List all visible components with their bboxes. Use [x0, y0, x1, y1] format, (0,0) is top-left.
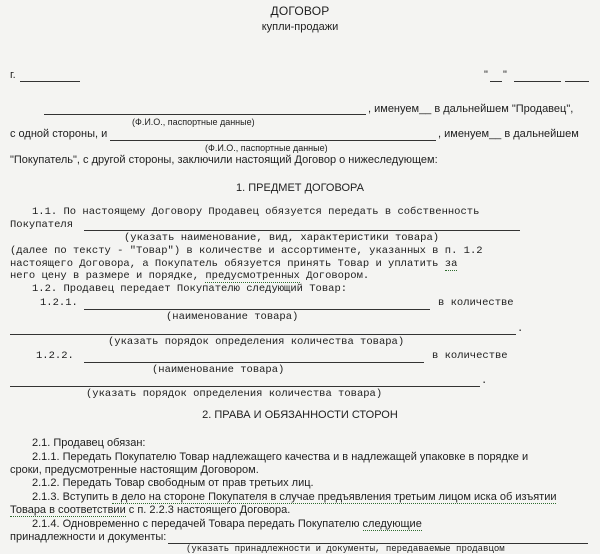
date-day-blank — [490, 81, 502, 82]
item2-period: . — [481, 375, 488, 387]
item1-period: . — [517, 323, 524, 335]
clause-2-1-4-a: 2.1.4. Одновременно с передачей Товара передать Покупателю следующие — [32, 518, 422, 530]
clause-1-2-2-label: 1.2.2. — [36, 350, 74, 362]
seller-intro-text: , именуем__ в дальнейшем "Продавец", — [368, 103, 574, 115]
item1-name-blank — [84, 309, 430, 310]
item1-qty-caption: (указать порядок определения количества товара) — [108, 336, 405, 348]
item1-name-caption: (наименование товара) — [166, 311, 299, 323]
buyer-line-suffix: , именуем__ в дальнейшем — [438, 128, 579, 140]
clause-1-1-line-a: 1.1. По настоящему Договору Продавец обязуется передать в собственность — [32, 206, 480, 218]
buyer-line-prefix: с одной стороны, и — [10, 128, 108, 140]
clause-1-2-1-label: 1.2.1. — [40, 297, 78, 309]
item2-name-caption: (наименование товара) — [152, 364, 285, 376]
underlined-sleduyushchie: следующие — [362, 518, 422, 530]
clause-2-1-2: 2.1.2. Передать Товар свободным от прав третьих лиц. — [32, 477, 314, 489]
item2-qty-label: в количестве — [432, 350, 508, 362]
section1-heading: 1. ПРЕДМЕТ ДОГОВОРА — [236, 182, 364, 194]
item1-qty-blank — [10, 334, 516, 335]
underlined-tovara: Товара в соответствии — [10, 504, 126, 516]
seller-name-blank — [44, 114, 366, 115]
city-prefix: г. — [10, 69, 16, 81]
clause-2-1-3-b: Товара в соответствии с п. 2.2.3 настоящего Договора. — [10, 504, 291, 516]
item2-name-blank — [84, 362, 424, 363]
underlined-2-1-3: в дело на стороне Покупателя в случае предъявления третьим лицом иска об изъятии — [112, 491, 557, 503]
date-month-blank — [514, 81, 561, 82]
clause-2-1-1-a: 2.1.1. Передать Покупателю Товар надлежащего качества и в надлежащей упаковке в порядке и — [32, 451, 529, 463]
document-title: ДОГОВОР — [270, 4, 330, 18]
clause-1-1-line-d: настоящего Договора, а Покупатель обязуется принять Товар и уплатить за — [10, 258, 458, 270]
date-quote-close: " — [503, 69, 507, 81]
buyer-name-blank — [110, 140, 436, 141]
clause-1-1-line-c: (далее по тексту - "Товар") в количестве и ассортименте, указанных в п. 1.2 — [10, 245, 483, 257]
item1-qty-label: в количестве — [438, 297, 514, 309]
clause-1-1-line-b: Покупателя — [10, 219, 74, 231]
underlined-za: за — [444, 258, 458, 270]
seller-fio-caption: (Ф.И.О., паспортные данные) — [132, 117, 255, 127]
item2-qty-blank — [10, 386, 480, 387]
clause-2-1: 2.1. Продавец обязан: — [32, 437, 146, 449]
clause-2-1-4-b: принадлежности и документы: — [10, 531, 167, 543]
city-blank — [20, 81, 80, 82]
underlined-predusmotrennyh: предусмотренных — [205, 270, 300, 282]
document-subtitle: купли-продажи — [261, 21, 339, 33]
buyer-designation-line: "Покупатель", с другой стороны, заключили настоящий Договор о нижеследующем: — [10, 154, 438, 166]
item2-qty-caption: (указать порядок определения количества товара) — [86, 388, 383, 400]
goods-description-caption: (указать наименование, вид, характеристики товара) — [124, 232, 440, 244]
accessories-caption: (указать принадлежности и документы, передаваемые продавцом — [186, 544, 505, 554]
date-quote-open: " — [484, 69, 488, 81]
goods-description-blank — [84, 230, 520, 231]
clause-2-1-1-b: сроки, предусмотренные настоящим Договором. — [10, 464, 259, 476]
clause-2-1-3-a: 2.1.3. Вступить в дело на стороне Покупателя в случае предъявления третьим лицом иска об изъятии — [32, 491, 557, 503]
section2-heading: 2. ПРАВА И ОБЯЗАННОСТИ СТОРОН — [202, 409, 398, 421]
clause-1-1-line-e: него цену в размере и порядке, предусмотренных Договором. — [10, 270, 370, 282]
clause-1-2: 1.2. Продавец передает Покупателю следующий Товар: — [32, 283, 348, 295]
date-year-blank — [565, 81, 589, 82]
buyer-fio-caption: (Ф.И.О., паспортные данные) — [205, 143, 328, 153]
